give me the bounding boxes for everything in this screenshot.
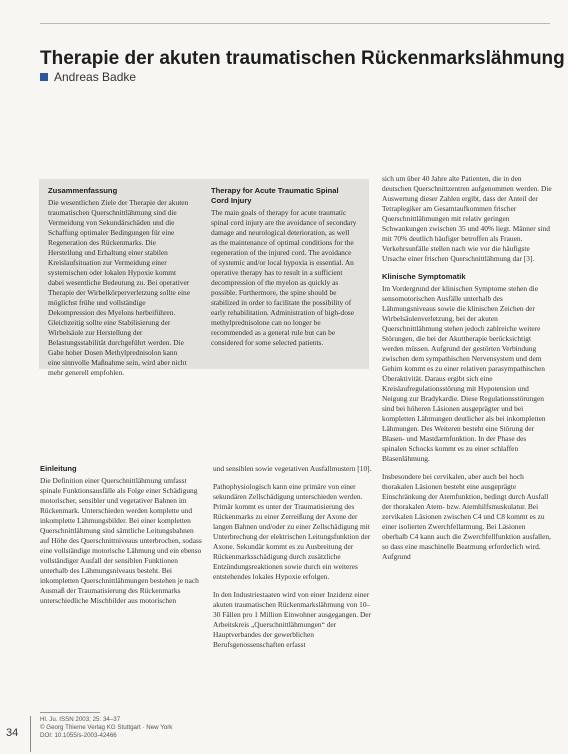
footnote-line-3: DOI: 10.1055/s-2003-42466 [40,732,117,739]
right-column [382,174,552,742]
middle-column-text-2: Pathophysiologisch kann eine primäre von einer sekundären Zellschädigung unterschieden werden. Primär kommt es unter der Traumatisierung des Rückenmarks zu einer Zerreißung der Axone der langen Bahnen und/oder zu einer Zellschädigung mit Unterbrechung der elektrischen Leitungsfunktion der Axone. Sekundär kommt es zu Ausbreitung der Rückenmarksschädigung durch zusätzliche Entzündungsreaktionen sowie durch ein weiteres entstehendes lokales Hypoxie erfolgen. [213,482,371,581]
footnote-line-1: Hl. Ju. ISSN 2003; 25: 34–37 [40,716,121,723]
right-column-intro: sich um über 40 Jahre alte Patienten, die in den deutschen Querschnittzentren aufgenommen werden. Die Auswertung dieser Zahlen ergibt, dass der Anteil der Tetraplegiker am Gesamtaufkommen frischer Querschnittlähmungen mit relativ geringen Schwankungen zwischen 35 und 40% liegt. Männer sind mit 70% deutlich häufiger betroffen als Frauen. Verkehrsunfälle stellen nach wie vor die häufigste Ursache einer frischen Querschnittlähmung dar [3]. [382,174,552,263]
top-rule [40,23,550,24]
right-column-body: Im Vordergrund der klinischen Symptome stehen die sensomotorischen Ausfälle unterhalb des Lähmungsniveaus sowie die klinischen Zeichen der Wirbelsäulenverletzung, bei der akuten Querschnittlähmung stehen jedoch zahlreiche weitere Störungen, die bei der Akuttherapie berücksichtigt werden müssen. Aufgrund der gestörten Verbindung zwischen dem sympathischen Nervensystem und dem Gehirn kommt es zu einer relativen parasympathischen Überaktivität. Daraus ergibt sich eine Kreislaufregulationsstörung mit Hypotension und Neigung zur Bradykardie. Diese Regulationsstörungen sind bei höheren Läsionen ausgeprägter und bei kompletten Lähmungen deutlicher als bei inkompletten Lähmungen. Des Weiteren besteht eine Störung der Blasen- und Mastdarmfunktion. In der Phase des spinalen Schocks kommt es zu einer schlaffen Blasenlähmung. [382,284,546,463]
abstract-english [211,186,357,364]
page-number: 34 [6,727,19,739]
right-column-body-2: Insbesondere bei cervikalen, aber auch bei hoch thorakalen Läsionen besteht eine ausgeprägte Einschränkung der Atemfunktion, bedingt durch Ausfall der thorakalen Atem- bzw. Atemhilfsmuskulatur. Bei zervikalen Läsionen zwischen C4 und C8 kommt es zu einer isolierten Zwerchfellatmung. Bei Läsionen oberhalb C4 kann auch die Zwerchfellfunktion ausfallen, so dass eine maschinelle Beatmung erforderlich wird. Aufgrund [382,472,551,561]
page-number-bar [30,716,31,752]
section-heading-symptoms: Klinische Symptomatik [382,272,466,281]
abstract-german-heading: Zusammenfassung [48,186,118,195]
middle-column-text: und sensiblen sowie vegetativen Ausfallmustern [10]. [213,464,372,473]
footnote-line-2: © Georg Thieme Verlag KG Stuttgart · New York [40,724,173,731]
footnote-rule [40,712,100,713]
abstract-english-heading: Therapy for Acute Traumatic Spinal Cord Injury [211,186,339,205]
abstract-english-text: The main goals of therapy for acute traumatic spinal cord injury are the avoidance of secondary damage and neurological deterioration, as well as the maintenance of optimal conditions for the regeneration of the injured cord. The avoidance of systemic and/or local hypoxia is essential. An operative therapy has to result in a sufficient decompression of the myelon as quickly as possible. Furthermore, the spine should be stabilized in order to facilitate the possibility of early rehabilitation. Administration of high-dose methylprednisolone can no longer be recommended as a general rule but can be considered for some selected patients. [211,208,357,347]
article-title: Therapie der akuten traumatischen Rückenmarkslähmung [40,47,565,69]
abstract-german [48,186,190,377]
left-column-text: Die Definition einer Querschnittlähmung umfasst spinale Funktionsausfälle als Folge einer Schädigung motorischer, sensibler und vegetativer Bahnen im Rückenmark. Unterschieden werden komplette und inkomplette Lähmungsbilder. Bei einer kompletten Querschnittlähmung sind sämtliche Leitungsbahnen auf Höhe des Querschnittniveaus unterbrochen, sodass eine vollständige motorische Lähmung und ein ebenso vollständiger Ausfall der sensiblen Funktionen unterhalb des Lähmungsniveaus besteht. Bei inkompletten Querschnittlähmungen bestehen je nach Ausmaß der Traumatisierung des Rückenmarks unterschiedliche Mischbilder aus motorischen [40,476,202,605]
left-column [40,464,203,666]
abstract-german-text: Die wesentlichen Ziele der Therapie der akuten traumatischen Querschnittlähmung sind die Vermeidung von Sekundärschäden und die Schaffung optimaler Bedingungen für eine Regeneration des Rückenmarks. Die Herstellung und Erhaltung einer stabilen Kreislaufsituation zur Vermeidung einer systemischen oder lokalen Hypoxie kommt dabei wesentliche Bedeutung zu. Bei operativer Therapie der Wirbelkörperverletzung sollte eine möglichst frühe und vollständige Dekompression des Myelons herbeiführen. Gleichzeitig sollte eine Stabilisierung der Wirbelsäule zur Herstellung der Belastungsstabilität durchgeführt werden. Die Gabe hoher Dosen Methylprednisolon kann eine sinnvolle Maßnahme sein, wird aber nicht mehr generell empfohlen. [48,198,190,377]
section-heading-introduction: Einleitung [40,464,77,473]
footnote [40,716,215,740]
middle-column [213,464,376,744]
author-name: Andreas Badke [54,70,137,84]
middle-column-text-3: In den Industriestaaten wird von einer Inzidenz einer akuten traumatischen Rückenmarkslähmung von 10–30 Fällen pro 1 Million Einwohner ausgegangen. Der Arbeitskreis „Querschnittlähmungen“ der Hauptverbandes der gewerblichen Berufsgenossenschaften erfasst [213,590,372,649]
author-bullet-icon [40,73,48,81]
author-line [40,69,136,85]
